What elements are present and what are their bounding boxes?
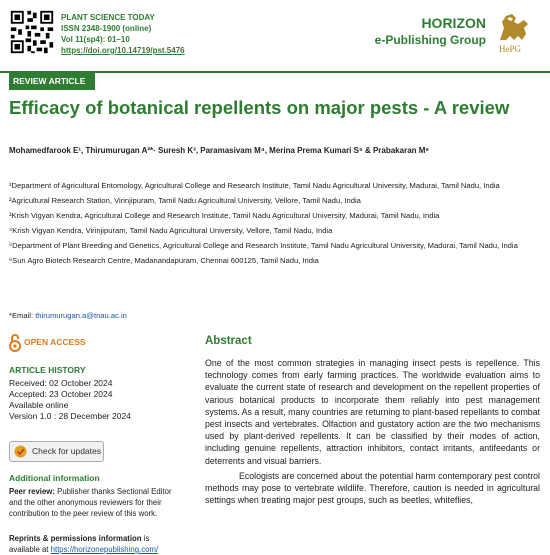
email-label: *Email:: [9, 311, 34, 320]
affiliation-item: ²Agricultural Research Station, Virinjipuram, Tamil Nadu Agricultural University, Vellore, Tamil Nadu, India: [9, 195, 361, 205]
abstract-body: [205, 357, 540, 508]
corresponding-email: [9, 311, 127, 320]
abstract-paragraph: Ecologists are concerned about the potential harm contemporary pest control methods may pose to vertebrate wildlife. Therefore, caution is needed in agricultural settings when treating major pest groups, such as beetles, whiteflies,: [205, 470, 540, 506]
email-address-link[interactable]: thirumurugan.a@tnau.ac.in: [35, 311, 127, 320]
journal-info: [61, 12, 185, 56]
journal-issn: ISSN 2348-1900 (online): [61, 24, 152, 33]
abstract-heading: Abstract: [205, 335, 252, 347]
reprints-note: [9, 533, 179, 555]
abstract-paragraph: One of the most common strategies in managing insect pests is repellence. This technology comes from early farming practices. The worldwide evaluation aims to evaluate the current state of research and development on the repellent properties of various botanical products to incorporate them reliably into pest management systems. As a result, many countries are returning to plant-based repellants to combat pest insects and vertebrates. Olfaction and gustatory action are the two mechanisms used by plant-derived repellents. It can be classified by their modes of action, including genuine repellents, attraction inhibitors, contact irritants, antifeedants or deterrents and visual barriers.: [205, 358, 540, 466]
qr-code-icon: [9, 9, 55, 55]
article-history-heading: ARTICLE HISTORY: [9, 365, 86, 375]
affiliation-item: ⁵Department of Plant Breeding and Genetics, Agricultural College and Research Institute, Tamil Nadu Agricultural University, Madurai, Tamil Nadu, India: [9, 240, 518, 250]
lion-logo-icon: [494, 10, 534, 44]
affiliation-item: ³Krish Vigyan Kendra, Agricultural College and Research Institute, Tamil Nadu Agricultural University, Madurai, Tamil Nadu, India: [9, 210, 440, 220]
affiliation-item: ⁶Sun Agro Biotech Research Centre, Madanandapuram, Chennai 600125, Tamil Nadu, India: [9, 255, 319, 265]
article-type-badge: REVIEW ARTICLE: [9, 73, 95, 90]
check-for-updates-label: Check for updates: [32, 446, 101, 456]
available-online: Available online: [9, 400, 69, 410]
journal-volume: Vol 11(sp4): 01–10: [61, 35, 130, 44]
publisher-name: [370, 15, 486, 49]
affiliation-item: ⁴Krish Vigyan Kendra, Virinjipuram, Tamil Nadu Agricultural University, Vellore, Tamil Nadu, India: [9, 225, 333, 235]
reprints-text: is available at: [9, 534, 150, 554]
additional-info-heading: Additional information: [9, 473, 100, 483]
reprints-label: Reprints & permissions information: [9, 534, 142, 543]
version-date: Version 1.0 : 28 December 2024: [9, 411, 131, 421]
received-date: Received: 02 October 2024: [9, 378, 113, 388]
doi-link[interactable]: https://doi.org/10.14719/pst.5476: [61, 46, 185, 55]
open-access-lock-icon: [9, 333, 21, 353]
article-history: [9, 378, 131, 422]
affiliation-list: [9, 181, 539, 271]
journal-name: PLANT SCIENCE TODAY: [61, 13, 155, 22]
article-title: Efficacy of botanical repellents on major pests - A review: [9, 97, 510, 118]
publisher-line1: HORIZON: [421, 15, 486, 31]
accepted-date: Accepted: 23 October 2024: [9, 389, 113, 399]
affiliation-item: ¹Department of Agricultural Entomology, Agricultural College and Research Institute, Tamil Nadu Agricultural University, Madurai, Tamil Nadu, India: [9, 181, 500, 190]
publisher-line2: e-Publishing Group: [374, 33, 486, 47]
open-access-label: OPEN ACCESS: [24, 337, 86, 347]
publisher-logo-text: HePG: [499, 44, 521, 54]
peer-review-text: Publisher thanks Sectional Editor and the other anonymous reviewers for their contribution to the peer review of this work.: [9, 487, 172, 518]
author-list: Mohamedfarook E¹, Thirumurugan A²*· Suresh K³, Paramasivam M⁴, Merina Prema Kumari S⁵ & Prabakaran M⁶: [9, 146, 430, 155]
check-for-updates-icon: [14, 445, 27, 458]
reprints-link[interactable]: https://horizonepublishing.com/: [50, 545, 159, 554]
check-for-updates-button[interactable]: [9, 441, 104, 462]
peer-review-note: [9, 486, 179, 519]
peer-review-label: Peer review:: [9, 487, 55, 496]
